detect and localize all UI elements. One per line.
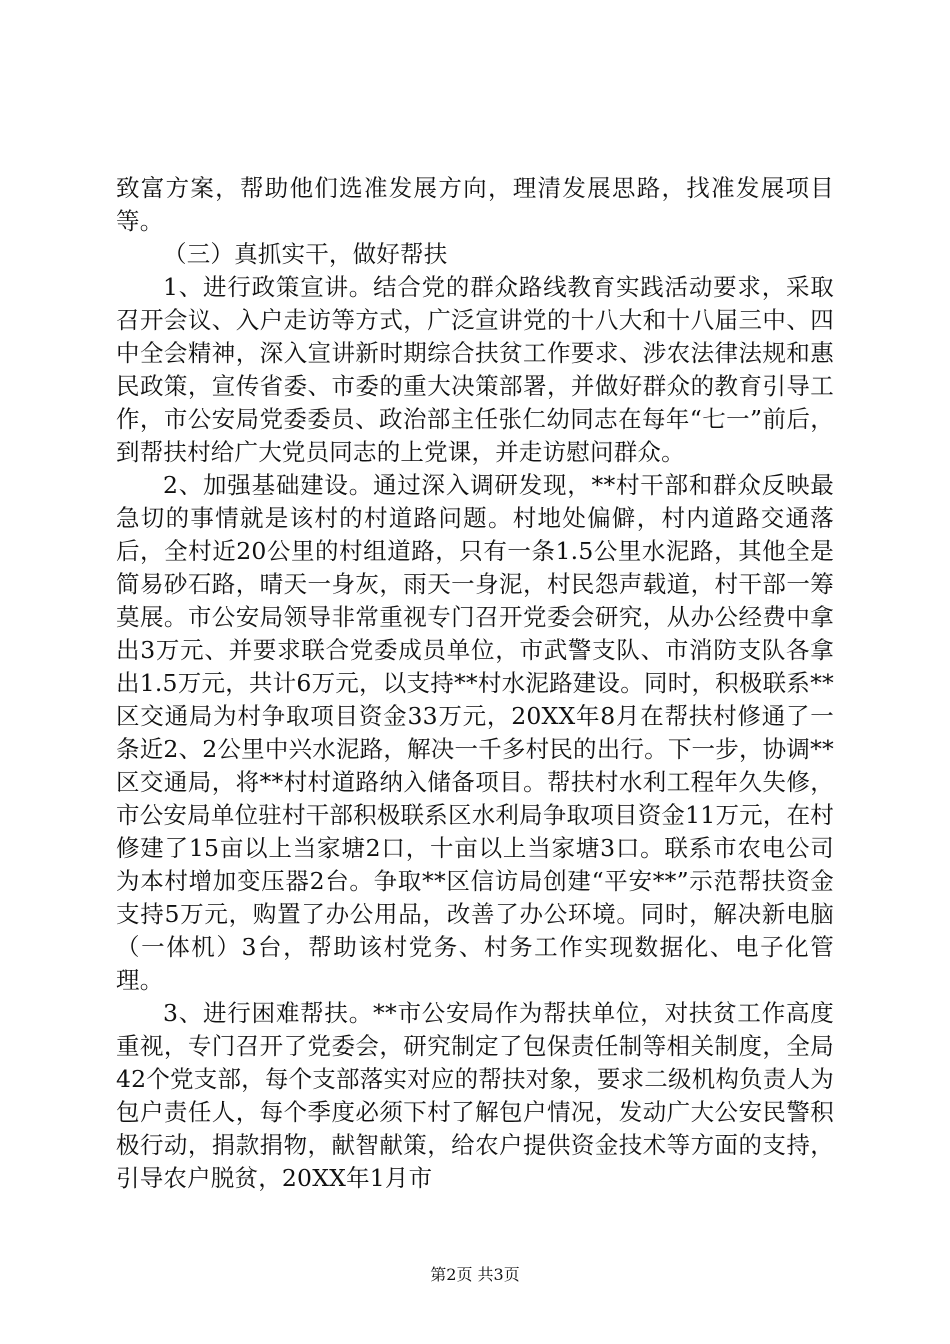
page-footer (0, 1265, 950, 1285)
page-number: 第2页 共3页 (430, 1265, 520, 1284)
paragraph-hardship-assistance: 3、进行困难帮扶。**市公安局作为帮扶单位，对扶贫工作高度重视，专门召开了党委会，研究制定了包保责任制等相关制度，全局42个党支部，每个支部落实对应的帮扶对象，要求二级机构负责人为包户责任人，每个季度必须下村了解包户情况，发动广大公安民警积极行动，捐款捐物，献智献策，给农户提供资金技术等方面的支持，引导农户脱贫，20XX年1月市 (116, 999, 834, 1192)
paragraph-infrastructure: 2、加强基础建设。通过深入调研发现，**村干部和群众反映最急切的事情就是该村的村道路问题。村地处偏僻，村内道路交通落后，全村近20公里的村组道路，只有一条1.5公里水泥路，其他全是简易砂石路，晴天一身灰，雨天一身泥，村民怨声载道，村干部一筹莫展。市公安局领导非常重视专门召开党委会研究，从办公经费中拿出3万元、并要求联合党委成员单位，市武警支队、市消防支队各拿出1.5万元，共计6万元，以支持**村水泥路建设。同时，积极联系**区交通局为村争取项目资金33万元，20XX年8月在帮扶村修通了一条近2、2公里中兴水泥路，解决一千多村民的出行。下一步，协调**区交通局，将**村村道路纳入储备项目。帮扶村水利工程年久失修，市公安局单位驻村干部积极联系区水利局争取项目资金11万元，在村修建了15亩以上当家塘2口，十亩以上当家塘3口。联系市农电公司为本村增加变压器2台。争取**区信访局创建“平安**”示范帮扶资金支持5万元，购置了办公用品，改善了办公环境。同时，解决新电脑（一体机）3台，帮助该村党务、村务工作实现数据化、电子化管理。 (116, 471, 834, 994)
section-heading: （三）真抓实干，做好帮扶 (163, 240, 448, 268)
document-body (116, 172, 834, 1195)
paragraph-continuation: 致富方案，帮助他们选准发展方向，理清发展思路，找准发展项目等。 (116, 174, 834, 235)
paragraph-policy-outreach: 1、进行政策宣讲。结合党的群众路线教育实践活动要求，采取召开会议、入户走访等方式，广泛宣讲党的十八大和十八届三中、四中全会精神，深入宣讲新时期综合扶贫工作要求、涉农法律法规和惠民政策，宣传省委、市委的重大决策部署，并做好群众的教育引导工作，市公安局党委委员、政治部主任张仁幼同志在每年“七一”前后，到帮扶村给广大党员同志的上党课，并走访慰问群众。 (116, 273, 834, 466)
